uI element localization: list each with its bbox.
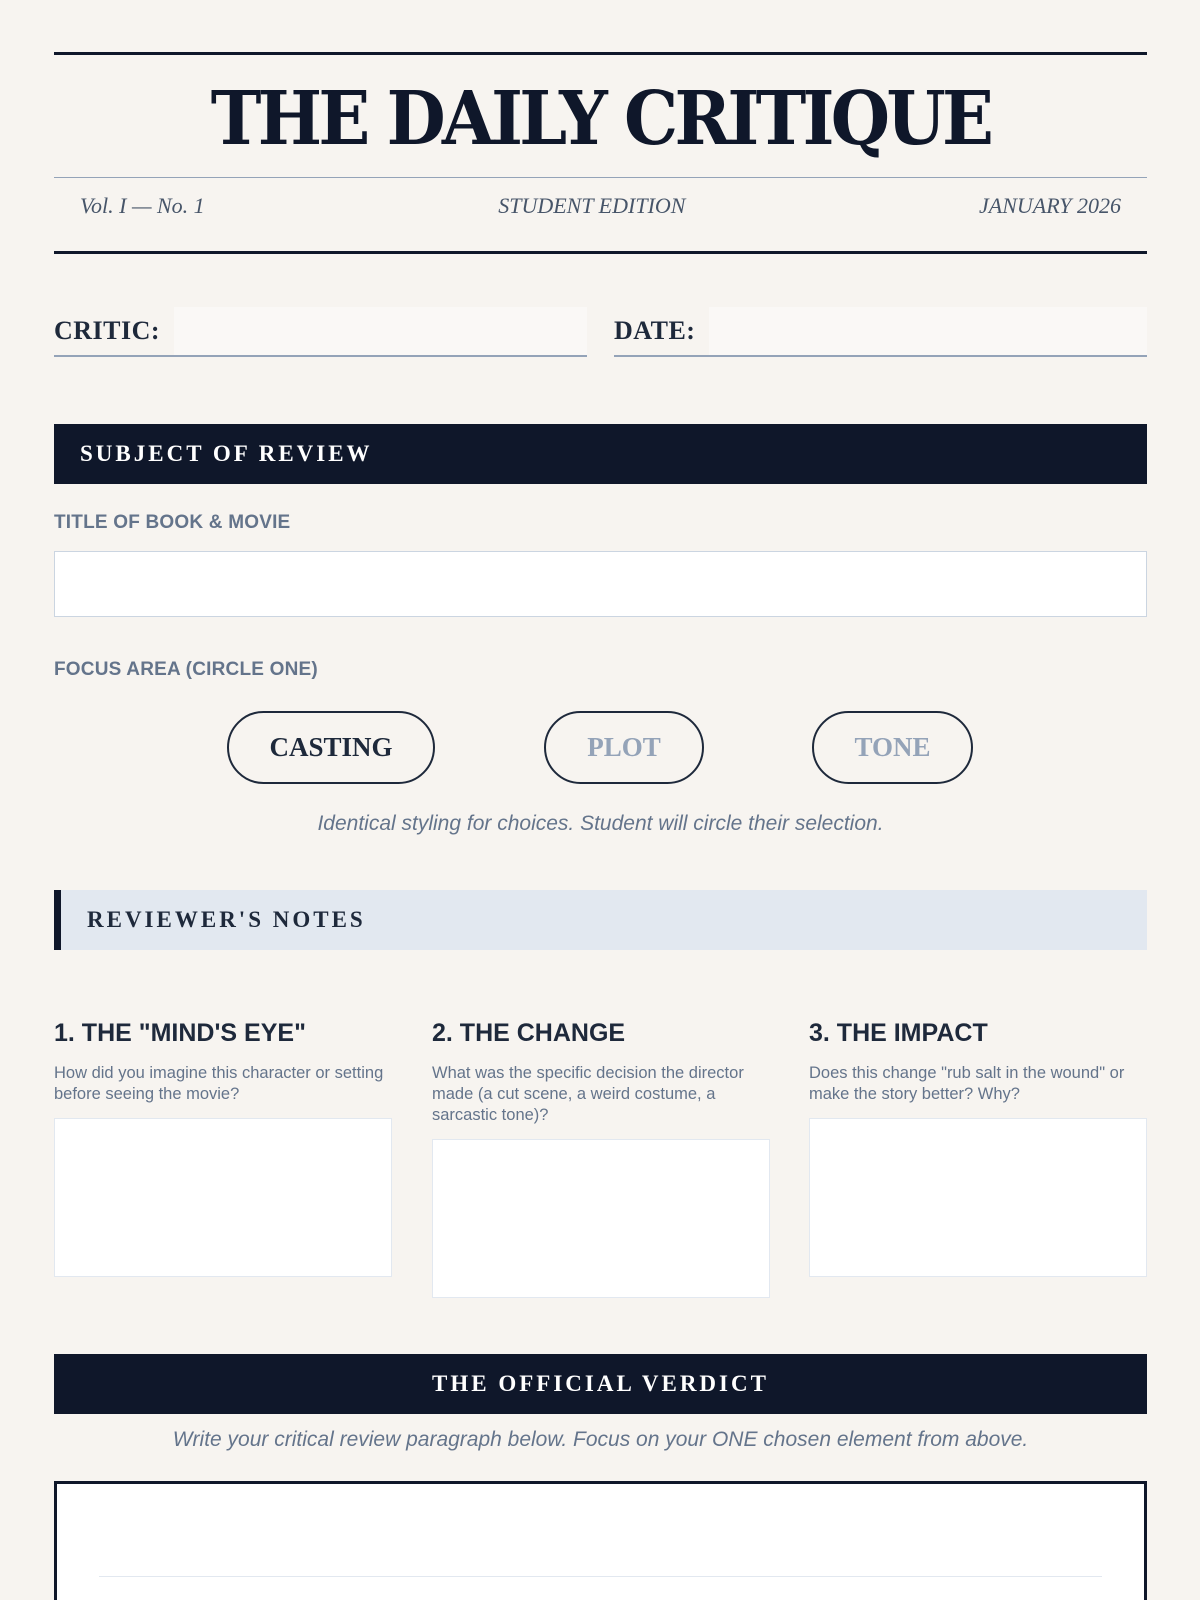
column-prompt: What was the specific decision the director made (a cut scene, a weird costume, a sarcastic tone)?: [432, 1064, 744, 1124]
column-title: 3. THE IMPACT: [809, 1019, 988, 1047]
masthead-title: THE DAILY CRITIQUE: [210, 76, 991, 162]
answer-box-impact[interactable]: [809, 1118, 1147, 1277]
critic-label: CRITIC:: [54, 316, 161, 345]
verdict-instruction: Write your critical review paragraph below. Focus on your ONE chosen element from above.: [172, 1428, 1029, 1451]
title-label: TITLE OF BOOK & MOVIE: [54, 512, 291, 533]
masthead-bottom-rule: [54, 251, 1147, 254]
critic-date-row: [54, 307, 1147, 357]
choice-plot[interactable]: PLOT: [544, 711, 704, 784]
critic-field: [54, 307, 587, 357]
focus-area-label: FOCUS AREA (CIRCLE ONE): [54, 659, 318, 680]
issue-date: JANUARY 2026: [979, 193, 1121, 218]
date-field: [614, 307, 1147, 357]
title-input[interactable]: [54, 551, 1147, 617]
date-label: DATE:: [614, 316, 696, 345]
volume-number: Vol. I — No. 1: [80, 193, 205, 218]
notes-section-header: REVIEWER'S NOTES: [54, 890, 1147, 950]
column-title: 1. THE "MIND'S EYE": [54, 1019, 306, 1047]
verdict-section-header: THE OFFICIAL VERDICT: [54, 1354, 1147, 1414]
subject-section-header: SUBJECT OF REVIEW: [54, 424, 1147, 484]
choice-tone[interactable]: TONE: [812, 711, 973, 784]
answer-box-minds-eye[interactable]: [54, 1118, 392, 1277]
column-prompt: How did you imagine this character or setting before seeing the movie?: [54, 1064, 384, 1103]
notes-column-impact: [809, 1018, 1147, 1277]
notes-column-minds-eye: [54, 1018, 392, 1277]
edition-label: STUDENT EDITION: [498, 193, 686, 218]
masthead-top-rule: [54, 52, 1147, 55]
notes-column-change: [432, 1018, 770, 1298]
column-title: 2. THE CHANGE: [432, 1019, 626, 1047]
worksheet-page: [54, 0, 1147, 1600]
masthead-thin-rule: [54, 177, 1147, 178]
writing-line: [99, 1576, 1102, 1577]
masthead-meta-row: [80, 193, 1121, 219]
date-input[interactable]: [709, 307, 1147, 355]
verdict-writing-box[interactable]: [54, 1481, 1147, 1600]
column-prompt: Does this change "rub salt in the wound" or make the story better? Why?: [809, 1064, 1125, 1103]
choice-note: Identical styling for choices. Student will circle their selection.: [317, 812, 884, 835]
choice-casting[interactable]: CASTING: [227, 711, 435, 784]
critic-input[interactable]: [174, 307, 587, 355]
answer-box-change[interactable]: [432, 1139, 770, 1298]
